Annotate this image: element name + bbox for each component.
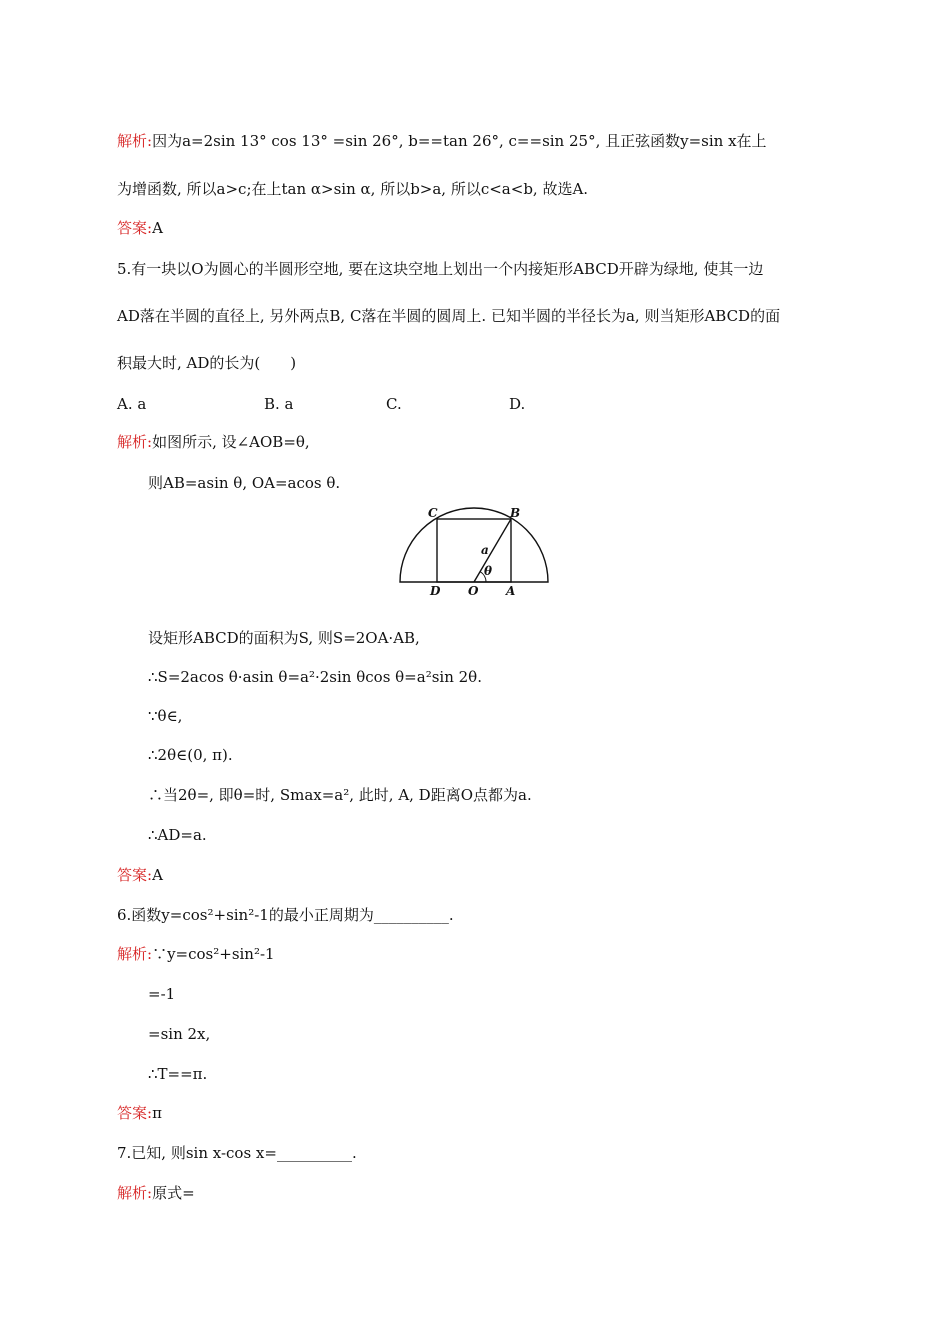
label-c: C <box>428 506 438 520</box>
q4-analysis-line2: 为增函数, 所以a>c;在上tan α>sin α, 所以b>a, 所以c<a<b, 故选A. <box>117 180 589 198</box>
q6-step: =-1 <box>148 985 176 1003</box>
answer-value: A <box>152 866 163 884</box>
q5-option-c: C. <box>386 395 402 413</box>
q4-answer <box>117 218 163 238</box>
semicircle-rectangle-diagram <box>398 503 554 599</box>
analysis-label: 解析: <box>117 132 153 150</box>
q5-step: ∴当2θ=, 即θ=时, Smax=a², 此时, A, D距离O点都为a. <box>148 786 532 804</box>
q5-analysis-line1 <box>117 432 310 452</box>
q5-answer <box>117 865 163 885</box>
inscribed-rectangle <box>437 519 511 582</box>
q5-option-b: B. a <box>264 395 294 413</box>
q5-option-a: A. a <box>117 395 147 413</box>
label-o: O <box>468 584 479 598</box>
q6-step: ∴T==π. <box>148 1065 208 1083</box>
q6-stem: 6.函数y=cos²+sin²-1的最小正周期为__________. <box>117 906 454 924</box>
answer-label: 答案: <box>117 219 153 237</box>
label-b: B <box>510 506 521 520</box>
q5-stem-line2: AD落在半圆的直径上, 另外两点B, C落在半圆的圆周上. 已知半圆的半径长为a, 则当矩形ABCD的面 <box>117 307 781 325</box>
q5-step: ∴S=2acos θ·asin θ=a²·2sin θcos θ=a²sin 2θ. <box>148 668 482 686</box>
label-a-point: A <box>506 584 516 598</box>
label-d: D <box>430 584 441 598</box>
q6-step: =sin 2x, <box>148 1025 211 1043</box>
q7-analysis-line1 <box>117 1183 195 1203</box>
q5-analysis-line2: 则AB=asin θ, OA=acos θ. <box>148 474 341 492</box>
analysis-label: 解析: <box>117 945 153 963</box>
analysis-text: 如图所示, 设∠AOB=θ, <box>152 433 310 451</box>
answer-label: 答案: <box>117 1104 153 1122</box>
q7-stem: 7.已知, 则sin x-cos x=__________. <box>117 1144 357 1162</box>
q5-stem-line3: 积最大时, AD的长为( ) <box>117 354 297 372</box>
q5-stem-line1: 5.有一块以O为圆心的半圆形空地, 要在这块空地上划出一个内接矩形ABCD开辟为绿地, 使其一边 <box>117 260 764 278</box>
analysis-text: 原式= <box>152 1184 195 1202</box>
q6-answer <box>117 1103 162 1123</box>
analysis-label: 解析: <box>117 1184 153 1202</box>
q5-step: ∴AD=a. <box>148 826 207 844</box>
answer-value: A <box>152 219 163 237</box>
radius-ob <box>474 519 511 582</box>
answer-label: 答案: <box>117 866 153 884</box>
q6-analysis-line1 <box>117 944 275 964</box>
answer-value: π <box>152 1104 162 1122</box>
q5-step: ∵θ∈, <box>148 707 183 725</box>
analysis-text: 因为a=2sin 13° cos 13° =sin 26°, b==tan 26°, c==sin 25°, 且正弦函数y=sin x在上 <box>152 132 767 150</box>
label-radius: a <box>481 543 489 557</box>
q5-option-d: D. <box>509 395 526 413</box>
q5-step: ∴2θ∈(0, π). <box>148 746 233 764</box>
q4-analysis-line1 <box>117 131 767 151</box>
label-theta: θ <box>484 564 493 578</box>
q5-step: 设矩形ABCD的面积为S, 则S=2OA·AB, <box>148 629 420 647</box>
analysis-text: ∵y=cos²+sin²-1 <box>152 945 275 963</box>
analysis-label: 解析: <box>117 433 153 451</box>
